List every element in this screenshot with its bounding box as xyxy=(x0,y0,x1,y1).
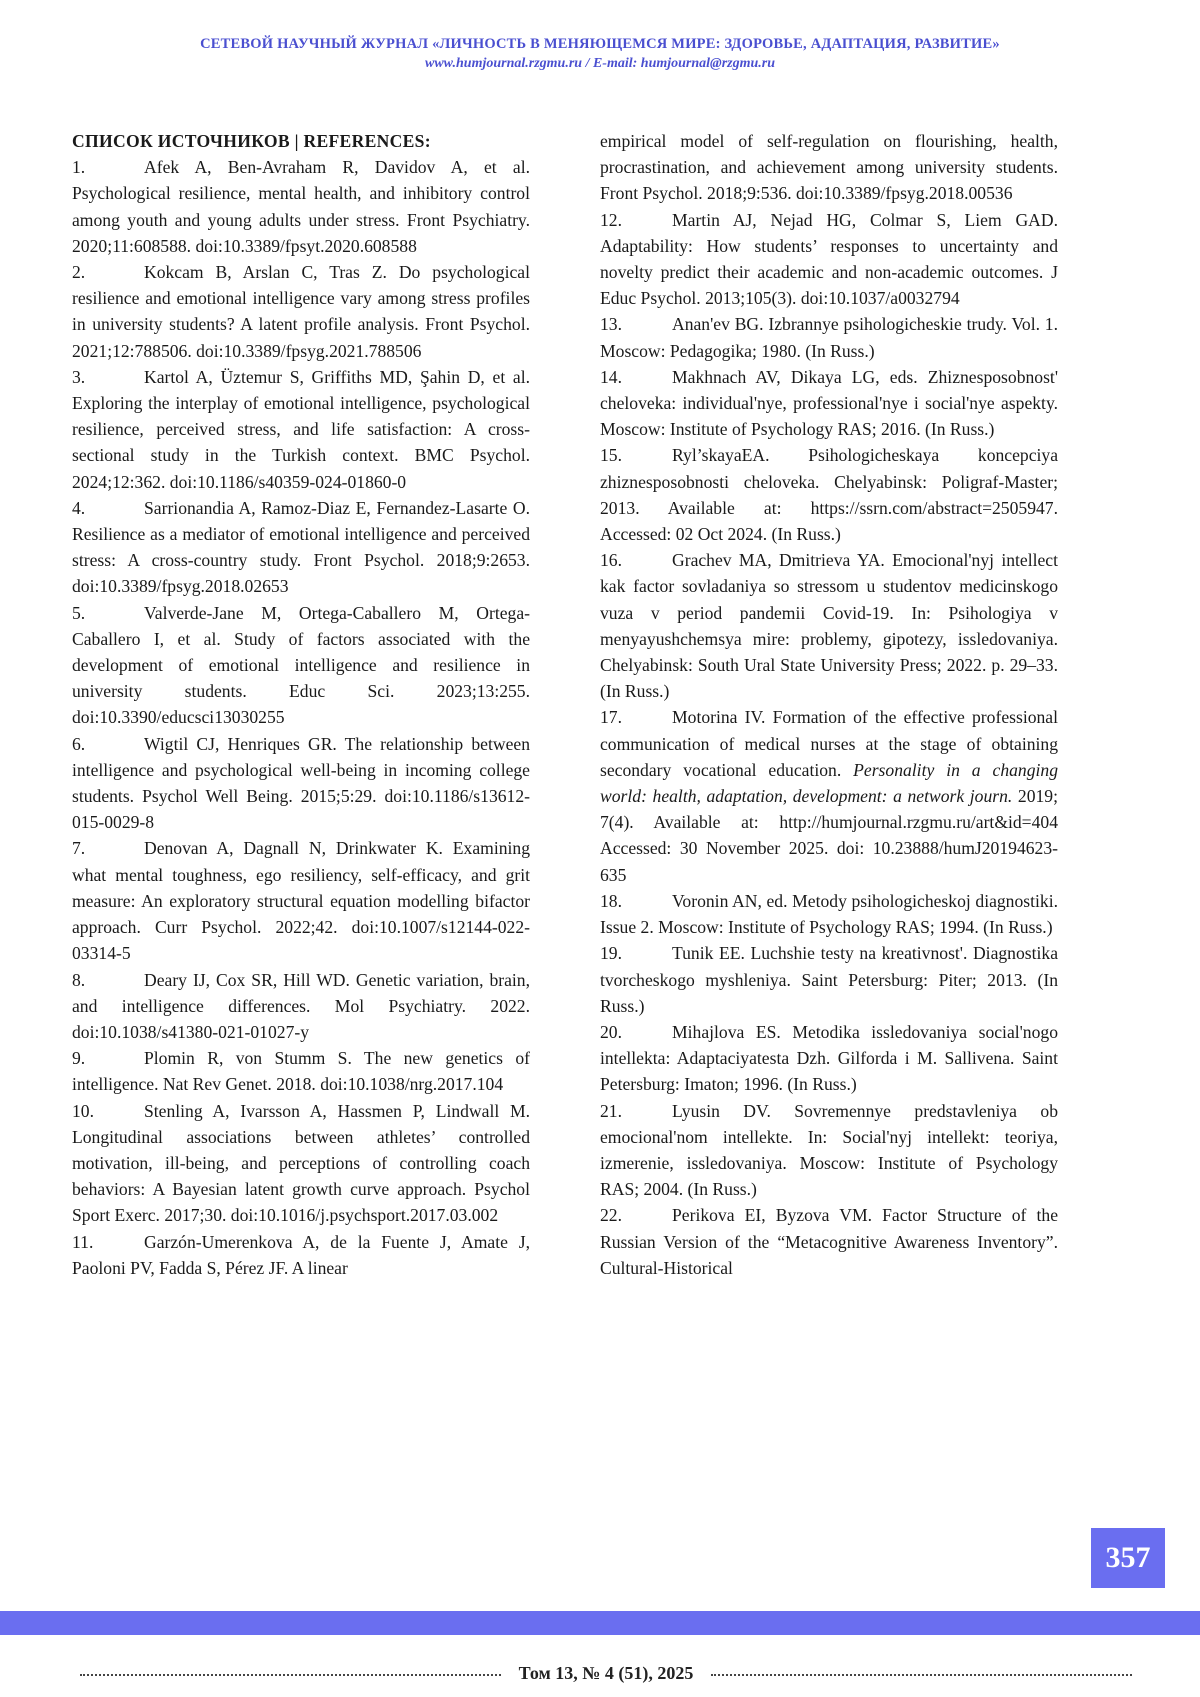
reference-text: Afek A, Ben-Avraham R, Davidov A, et al. Psychological resilience, mental health, and inhibitory control among youth and young adults under stress. Front Psychiatry. 2020;11:608588. doi:10.3389/fpsyt.2020.608588 xyxy=(72,157,530,256)
footer-dots-right xyxy=(711,1674,1132,1676)
reference-item xyxy=(600,311,1058,363)
reference-number: 7. xyxy=(72,838,86,859)
reference-item xyxy=(72,259,530,364)
page-number: 357 xyxy=(1091,1528,1165,1588)
reference-number: 8. xyxy=(72,969,86,990)
reference-item xyxy=(600,1019,1058,1098)
reference-number: 4. xyxy=(72,497,86,518)
reference-number: 16. xyxy=(600,550,622,571)
reference-number: 12. xyxy=(600,209,622,230)
reference-item xyxy=(72,731,530,836)
reference-continuation: empirical model of self-regulation on flourishing, health, procrastination, and achievement among university students. Front Psychol. 2018;9:536. doi:10.3389/fpsyg.2018.00536 xyxy=(600,131,1058,204)
reference-number: 18. xyxy=(600,890,622,911)
reference-item xyxy=(72,364,530,495)
reference-number: 2. xyxy=(72,262,86,283)
reference-item xyxy=(72,1229,530,1281)
reference-text: Stenling A, Ivarsson A, Hassmen P, Lindwall M. Longitudinal associations between athletes’ controlled motivation, ill-being, and perceptions of controlling coach behaviors: A Bayesian latent growth curve approach. Psychol Sport Exerc. 2017;30. doi:10.1016/j.psychsport.2017.03.002 xyxy=(72,1100,530,1226)
reference-item xyxy=(72,1045,530,1097)
reference-text: Lyusin DV. Sovremennye predstavleniya ob emocional'nom intellekte. In: Social'nyj intellekt: teoriya, izmerenie, issledovaniya. Moscow: Institute of Psychology RAS; 2004. (In Russ.) xyxy=(600,1100,1058,1200)
reference-text: Tunik EE. Luchshie testy na kreativnost'. Diagnostika tvorcheskogo myshleniya. Saint Petersburg: Piter; 2013. (In Russ.) xyxy=(600,943,1058,1016)
reference-journal-title: Personality in a changing world: health, adaptation, development: a network journ. xyxy=(600,759,1058,807)
footer-dots-left xyxy=(80,1674,501,1676)
reference-item xyxy=(600,442,1058,547)
reference-text: Mihajlova ES. Metodika issledovaniya social'nogo intellekta: Adaptaciyatesta Dzh. Gilforda i M. Sallivena. Saint Petersburg: Imaton; 1996. (In Russ.) xyxy=(600,1021,1058,1095)
reference-text: Makhnach AV, Dikaya LG, eds. Zhiznesposobnost' cheloveka: individual'nye, professional'nye i social'nye aspekty. Moscow: Institute of Psychology RAS; 2016. (In Russ.) xyxy=(600,366,1058,440)
reference-item xyxy=(72,600,530,731)
reference-text: Kokcam B, Arslan C, Tras Z. Do psychological resilience and emotional intelligence vary among stress profiles in university students? A latent profile analysis. Front Psychol. 2021;12:788506. doi:10.3389/fpsyg.2021.788506 xyxy=(72,262,530,361)
reference-number: 10. xyxy=(72,1100,94,1121)
reference-list-right xyxy=(600,207,1058,1281)
reference-item xyxy=(72,967,530,1046)
reference-number: 5. xyxy=(72,602,86,623)
reference-number: 3. xyxy=(72,366,86,387)
reference-text-after: 2019; 7(4). Available at: http://humjournal.rzgmu.ru/art&id=404 Accessed: 30 November 2025. doi: 10.23888/humJ20194623-635 xyxy=(600,786,1058,885)
reference-number: 9. xyxy=(72,1048,86,1069)
reference-text: Martin AJ, Nejad HG, Colmar S, Liem GAD. Adaptability: How students’ responses to uncertainty and novelty predict their academic and non-academic outcomes. J Educ Psychol. 2013;105(3). doi:10.1037/a0032794 xyxy=(600,209,1058,309)
reference-text: Deary IJ, Cox SR, Hill WD. Genetic variation, brain, and intelligence differences. Mol Psychiatry. 2022. doi:10.1038/s41380-021-01027-y xyxy=(72,969,530,1042)
reference-text: Plomin R, von Stumm S. The new genetics of intelligence. Nat Rev Genet. 2018. doi:10.1038/nrg.2017.104 xyxy=(72,1048,530,1095)
reference-text: Voronin AN, ed. Metody psihologicheskoj diagnostiki. Issue 2. Moscow: Institute of Psychology RAS; 1994. (In Russ.) xyxy=(600,890,1058,938)
reference-number: 19. xyxy=(600,943,622,964)
reference-item xyxy=(600,1202,1058,1281)
reference-item xyxy=(600,547,1058,704)
journal-contacts: www.humjournal.rzgmu.ru / E-mail: humjournal@rzgmu.ru xyxy=(425,56,775,71)
reference-number: 11. xyxy=(72,1231,94,1252)
footer xyxy=(80,1661,1132,1685)
reference-number: 20. xyxy=(600,1021,622,1042)
reference-number: 14. xyxy=(600,366,622,387)
references-right-column xyxy=(600,128,1058,1281)
references-left-column xyxy=(72,128,530,1281)
reference-list-left xyxy=(72,154,530,1281)
reference-text: Garzón-Umerenkova A, de la Fuente J, Amate J, Paoloni PV, Fadda S, Pérez JF. A linear xyxy=(72,1231,530,1278)
reference-number: 1. xyxy=(72,157,86,178)
reference-text: Perikova EI, Byzova VM. Factor Structure of the Russian Version of the “Metacognitive Awareness Inventory”. Cultural-Historical xyxy=(600,1205,1058,1278)
reference-item xyxy=(600,364,1058,443)
reference-text: Ryl’skayaEA. Psihologicheskaya koncepciya zhiznesposobnosti cheloveka. Chelyabinsk: Poligraf-Master; 2013. Available at: https://ssrn.com/abstract=2505947. Accessed: 02 Oct 2024. (In Russ.) xyxy=(600,445,1058,545)
reference-text: Anan'ev BG. Izbrannye psihologicheskie trudy. Vol. 1. Moscow: Pedagogika; 1980. (In Russ.) xyxy=(600,314,1058,361)
reference-text: Denovan A, Dagnall N, Drinkwater K. Examining what mental toughness, ego resiliency, self-efficacy, and grit measure: An exploratory structural equation modelling bifactor approach. Curr Psychol. 2022;42. doi:10.1007/s12144-022-03314-5 xyxy=(72,838,530,964)
reference-number: 17. xyxy=(600,707,622,728)
reference-item xyxy=(600,207,1058,312)
reference-item xyxy=(600,940,1058,1019)
reference-item xyxy=(72,495,530,600)
reference-text: Sarrionandia A, Ramoz-Diaz E, Fernandez-Lasarte O. Resilience as a mediator of emotional intelligence and perceived stress: A cross-country study. Front Psychol. 2018;9:2653. doi:10.3389/fpsyg.2018.02653 xyxy=(72,497,530,597)
reference-item xyxy=(72,1098,530,1229)
reference-number: 21. xyxy=(600,1100,622,1121)
reference-text: Kartol A, Üztemur S, Griffiths MD, Şahin D, et al. Exploring the interplay of emotional intelligence, psychological resilience, perceived stress, and life satisfaction: A cross-sectional study in the Turkish context. BMC Psychol. 2024;12:362. doi:10.1186/s40359-024-01860-0 xyxy=(72,366,530,492)
reference-item xyxy=(600,704,1058,887)
reference-number: 13. xyxy=(600,314,622,335)
reference-text: Valverde-Jane M, Ortega-Caballero M, Ortega-Caballero I, et al. Study of factors associated with the development of emotional intelligence and resilience in university students. Educ Sci. 2023;13:255. doi:10.3390/educsci13030255 xyxy=(72,602,530,728)
reference-text: Grachev MA, Dmitrieva YA. Emocional'nyj intellect kak factor sovladaniya so stressom u studentov medicinskogo vuza v period pandemii Covid-19. In: Psihologiya v menyayushchemsya mire: problemy, gipotezy, issledovaniya. Chelyabinsk: South Ural State University Press; 2022. p. 29–33. (In Russ.) xyxy=(600,550,1058,702)
journal-header xyxy=(0,34,1200,74)
reference-number: 6. xyxy=(72,733,86,754)
footer-band xyxy=(0,1611,1200,1635)
reference-item xyxy=(600,888,1058,940)
reference-item xyxy=(600,1098,1058,1203)
reference-item xyxy=(72,835,530,966)
reference-item xyxy=(72,154,530,259)
reference-number: 15. xyxy=(600,445,622,466)
references-heading: СПИСОК ИСТОЧНИКОВ | REFERENCES: xyxy=(72,131,431,151)
reference-text: Wigtil CJ, Henriques GR. The relationship between intelligence and psychological well-being in incoming college students. Psychol Well Being. 2015;5:29. doi:10.1186/s13612-015-0029-8 xyxy=(72,733,530,833)
reference-number: 22. xyxy=(600,1205,622,1226)
issue-info: Том 13, № 4 (51), 2025 xyxy=(518,1662,694,1683)
journal-title: СЕТЕВОЙ НАУЧНЫЙ ЖУРНАЛ «ЛИЧНОСТЬ В МЕНЯЮЩЕМСЯ МИРЕ: ЗДОРОВЬЕ, АДАПТАЦИЯ, РАЗВИТИЕ» xyxy=(200,36,1000,52)
reference-text: Motorina IV. Formation of the effective professional communication of medical nurses at the stage of obtaining secondary vocational education. xyxy=(600,707,1058,780)
